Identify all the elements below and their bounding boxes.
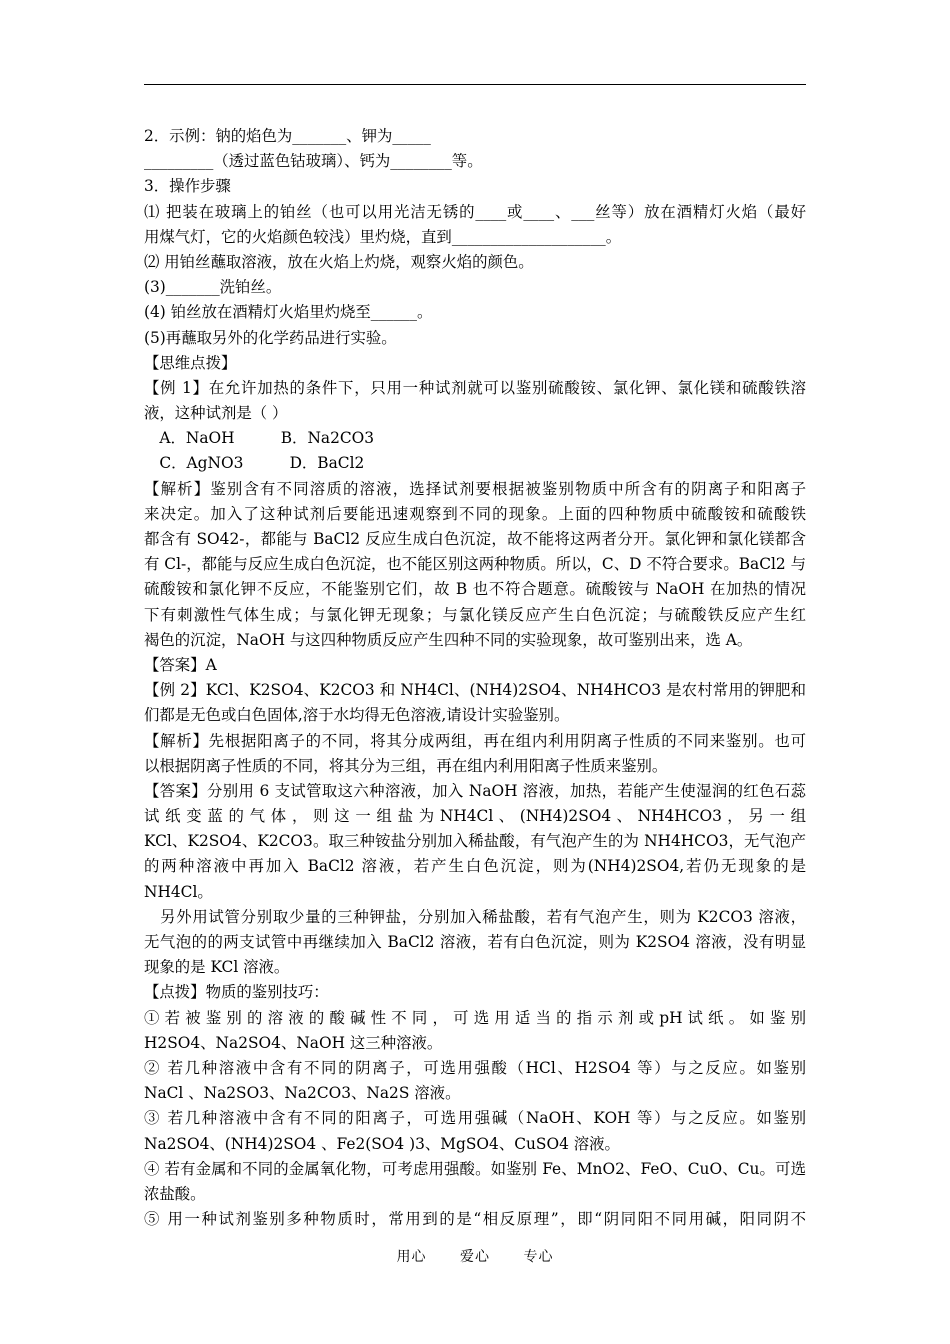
text-line: NH4Cl。 <box>144 882 213 901</box>
text-line: 以根据阴离子性质的不同，将其分为三组，再在组内利用阳离子性质来鉴别。 <box>144 756 668 775</box>
text-line: ⑵ 用铂丝蘸取溶液，放在火焰上灼烧，观察火焰的颜色。 <box>144 252 534 271</box>
section-heading: 【思维点拨】 <box>144 353 237 372</box>
text-line: Na2SO4、(NH4)2SO4 、Fe2(SO4 )3、MgSO4、CuSO4 溶液。 <box>144 1134 620 1153</box>
text-line: 试 纸 变 蓝 的 气 体 ， 则 这 一 组 盐 为 NH4Cl 、 (NH4)2SO4 、 NH4HCO3 ， 另 一 组 <box>144 807 806 826</box>
text-line: 有 Cl-，都能与反应生成白色沉淀，也不能区别这两种物质。所以，C、D 不符合要求。BaCl2 与 <box>144 555 806 574</box>
text-line: 用煤气灯，它的火焰颜色较浅）里灼烧，直到____________________。 <box>144 227 622 246</box>
text-line: 【答案】分别用 6 支试管取这六种溶液，加入 NaOH 溶液，加热，若能产生使湿润的红色石蕊 <box>144 781 806 800</box>
text-line: 【解析】鉴别含有不同溶质的溶液，选择试剂要根据被鉴别物质中所含有的阴离子和阳离子 <box>144 479 806 498</box>
document-body <box>144 124 806 1232</box>
text-line: ⑴ 把装在玻璃上的铂丝（也可以用光洁无锈的____或____、___丝等）放在酒精灯火焰（最好 <box>144 202 806 221</box>
text-line: ④ 若有金属和不同的金属氧化物，可考虑用强酸。如鉴别 Fe、MnO2、FeO、CuO、Cu。可选 <box>144 1159 806 1178</box>
text-line: 【例 2】KCl、K2SO4、K2CO3 和 NH4Cl、(NH4)2SO4、NH4HCO3 是农村常用的钾肥和 <box>144 681 806 700</box>
text-line: 【解析】先根据阳离子的不同，将其分成两组，再在组内利用阴离子性质的不同来鉴别。也可 <box>144 731 806 750</box>
text-line: 都含有 SO42-，都能与 BaCl2 反应生成白色沉淀，故不能将这两者分开。氯化钾和氯化镁都含 <box>144 530 806 548</box>
text-line: 另外用试管分别取少量的三种钾盐，分别加入稀盐酸，若有气泡产生，则为 K2CO3 溶液， <box>144 907 806 926</box>
text-line: 现象的是 KCl 溶液。 <box>144 958 290 977</box>
footer-word: 专心 <box>523 1249 554 1265</box>
text-line: ① 若 被 鉴 别 的 溶 液 的 酸 碱 性 不 同 ， 可 选 用 适 当 的 指 示 剂 或 pH 试 纸 。 如 鉴 别 <box>144 1008 806 1027</box>
text-line: 们都是无色或白色固体,溶于水均得无色溶液,请设计实验鉴别。 <box>144 706 570 725</box>
text-line: 来决定。加入了这种试剂后要能迅速观察到不同的现象。上面的四种物质中硫酸铵和硫酸铁 <box>144 504 806 523</box>
text-line: 浓盐酸。 <box>144 1184 206 1203</box>
text-line: 2．示例：钠的焰色为_______、钾为_____ <box>144 127 431 145</box>
text-line: ⑤ 用一种试剂鉴别多种物质时，常用到的是“相反原理”，即“阴同阳不同用碱，阳同阴不 <box>144 1210 806 1229</box>
text-line: (3)_______洗铂丝。 <box>144 278 282 297</box>
text-line: 液，这种试剂是（ ） <box>144 404 288 423</box>
section-heading: 【点拨】物质的鉴别技巧： <box>144 983 329 1002</box>
text-line: (4) 铂丝放在酒精灯火焰里灼烧至______。 <box>144 303 433 322</box>
text-line: (5)再蘸取另外的化学药品进行实验。 <box>144 328 397 347</box>
text-line: H2SO4、Na2SO4、NaOH 这三种溶液。 <box>144 1033 443 1052</box>
text-line: 硫酸铵和氯化钾不反应，不能鉴别它们，故 B 也不符合题意。硫酸铵与 NaOH 在加热的情况 <box>144 580 806 599</box>
text-line: 褐色的沉淀，NaOH 与这四种物质反应产生四种不同的实验现象，故可鉴别出来，选 A。 <box>144 630 753 649</box>
text-line: 【例 1】在允许加热的条件下，只用一种试剂就可以鉴别硫酸铵、氯化钾、氯化镁和硫酸铁溶 <box>144 378 806 397</box>
text-line: KCl、K2SO4、K2CO3。取三种铵盐分别加入稀盐酸，有气泡产生的为 NH4HCO3，无气泡产 <box>144 832 806 851</box>
text-line: _________（透过蓝色钴玻璃）、钙为________等。 <box>144 152 483 171</box>
text-line: ③ 若几种溶液中含有不同的阳离子，可选用强碱（NaOH、KOH 等）与之反应。如鉴别 <box>144 1109 806 1128</box>
answer-line: 【答案】A <box>144 655 217 674</box>
header-rule <box>144 84 806 85</box>
text-line: NaCl 、Na2SO3、Na2CO3、Na2S 溶液。 <box>144 1084 461 1103</box>
text-line: ② 若几种溶液中含有不同的阴离子，可选用强酸（HCl、H2SO4 等）与之反应。如鉴别 <box>144 1058 806 1077</box>
page-footer <box>0 1246 950 1266</box>
footer-word: 用心 <box>396 1249 427 1265</box>
choice-line: A．NaOH B．Na2CO3 <box>144 429 375 448</box>
footer-word: 爱心 <box>460 1249 490 1265</box>
text-line: 的两种溶液中再加入 BaCl2 溶液，若产生白色沉淀，则为(NH4)2SO4,若仍无现象的是 <box>144 857 806 876</box>
text-line: 3．操作步骤 <box>144 177 231 196</box>
choice-line: C．AgNO3 D．BaCl2 <box>144 454 365 473</box>
text-line: 无气泡的的两支试管中再继续加入 BaCl2 溶液，若有白色沉淀，则为 K2SO4 溶液，没有明显 <box>144 933 806 951</box>
text-line: 下有刺激性气体生成；与氯化钾无现象；与氯化镁反应产生白色沉淀；与硫酸铁反应产生红 <box>144 605 806 624</box>
